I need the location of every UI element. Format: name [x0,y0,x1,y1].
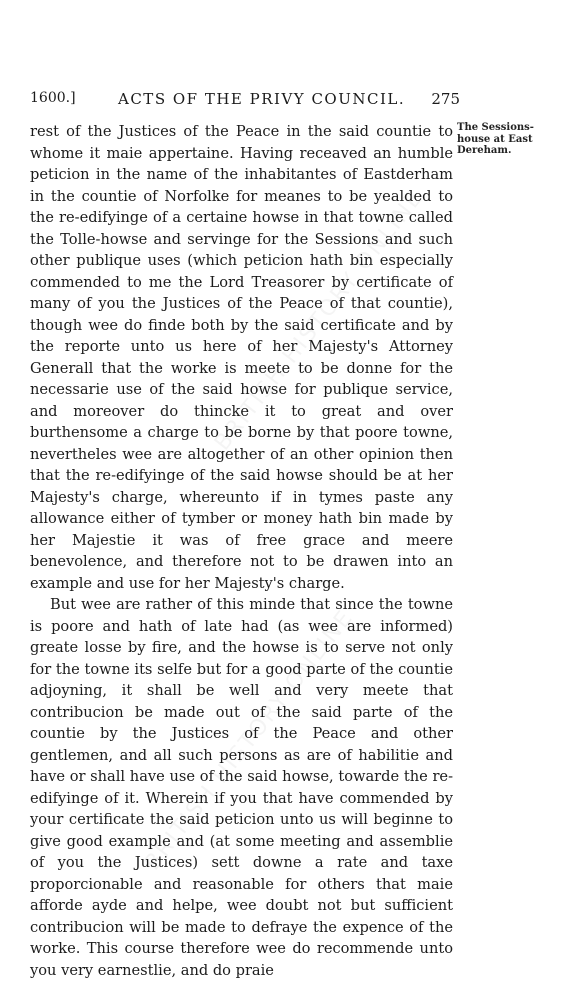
page-number: 275 [431,90,460,108]
header-year: 1600.] [30,90,76,106]
running-header [30,90,460,110]
paragraph: rest of the Justices of the Peace in the said countie to whome it maie appertaine. Having receaved an humble peticion in the name of the inhabitantes of Eastderham in the countie of Norfolke for meanes to be yealded to the re-edifyinge of a certaine howse in that towne called the Tolle-howse and servinge for the Sessions and such other publique uses (which peticion hath bin especially commended to me the Lord Treasorer by certificate of many of you the Justices of the Peace of that countie), though wee do finde both by the said certificate and by the reporte unto us here of her Majesty's Attorney Generall that the worke is meete to be donne for the necessarie use of the said howse for publique service, and moreover do thincke it to great and over burthensome a charge to be borne by that poore towne, nevertheles wee are altogether of an other opinion then that the re-edifyinge of the said howse should be at her Majesty's charge, whereunto if in tymes paste any allowance either of tymber or money hath bin made by her Majestie it was of free grace and meere benevolence, and therefore not to be drawen into an example and use for her Majesty's charge. [30,123,453,592]
body-text [30,121,453,981]
header-title: ACTS OF THE PRIVY COUNCIL. [118,90,406,108]
paragraph: But wee are rather of this minde that since the towne is poore and hath of late had (as wee are informed) greate losse by fire, and the howse is to serve not only for the towne its selfe but for a good parte of the countie adjoyning, it shall be well and very meete that contribucion be made out of the said parte of the countie by the Justices of the Peace and other gentlemen, and all such persons as are of habilitie and have or shall have use of the said howse, towarde the re-edifyinge of it. Wherein if you that have commended by your certificate the said peticion unto us will beginne to give good example and (at some meeting and assemblie of you the Justices) sett downe a rate and taxe proporcionable and reasonable for others that maie afforde ayde and helpe, wee doubt not but sufficient contribucion will be made to defraye the expence of the worke. This course therefore wee do recommende unto you very earnestlie, and do praie [30,596,453,979]
margin-note: The Sessions-house at East Dereham. [457,122,534,156]
